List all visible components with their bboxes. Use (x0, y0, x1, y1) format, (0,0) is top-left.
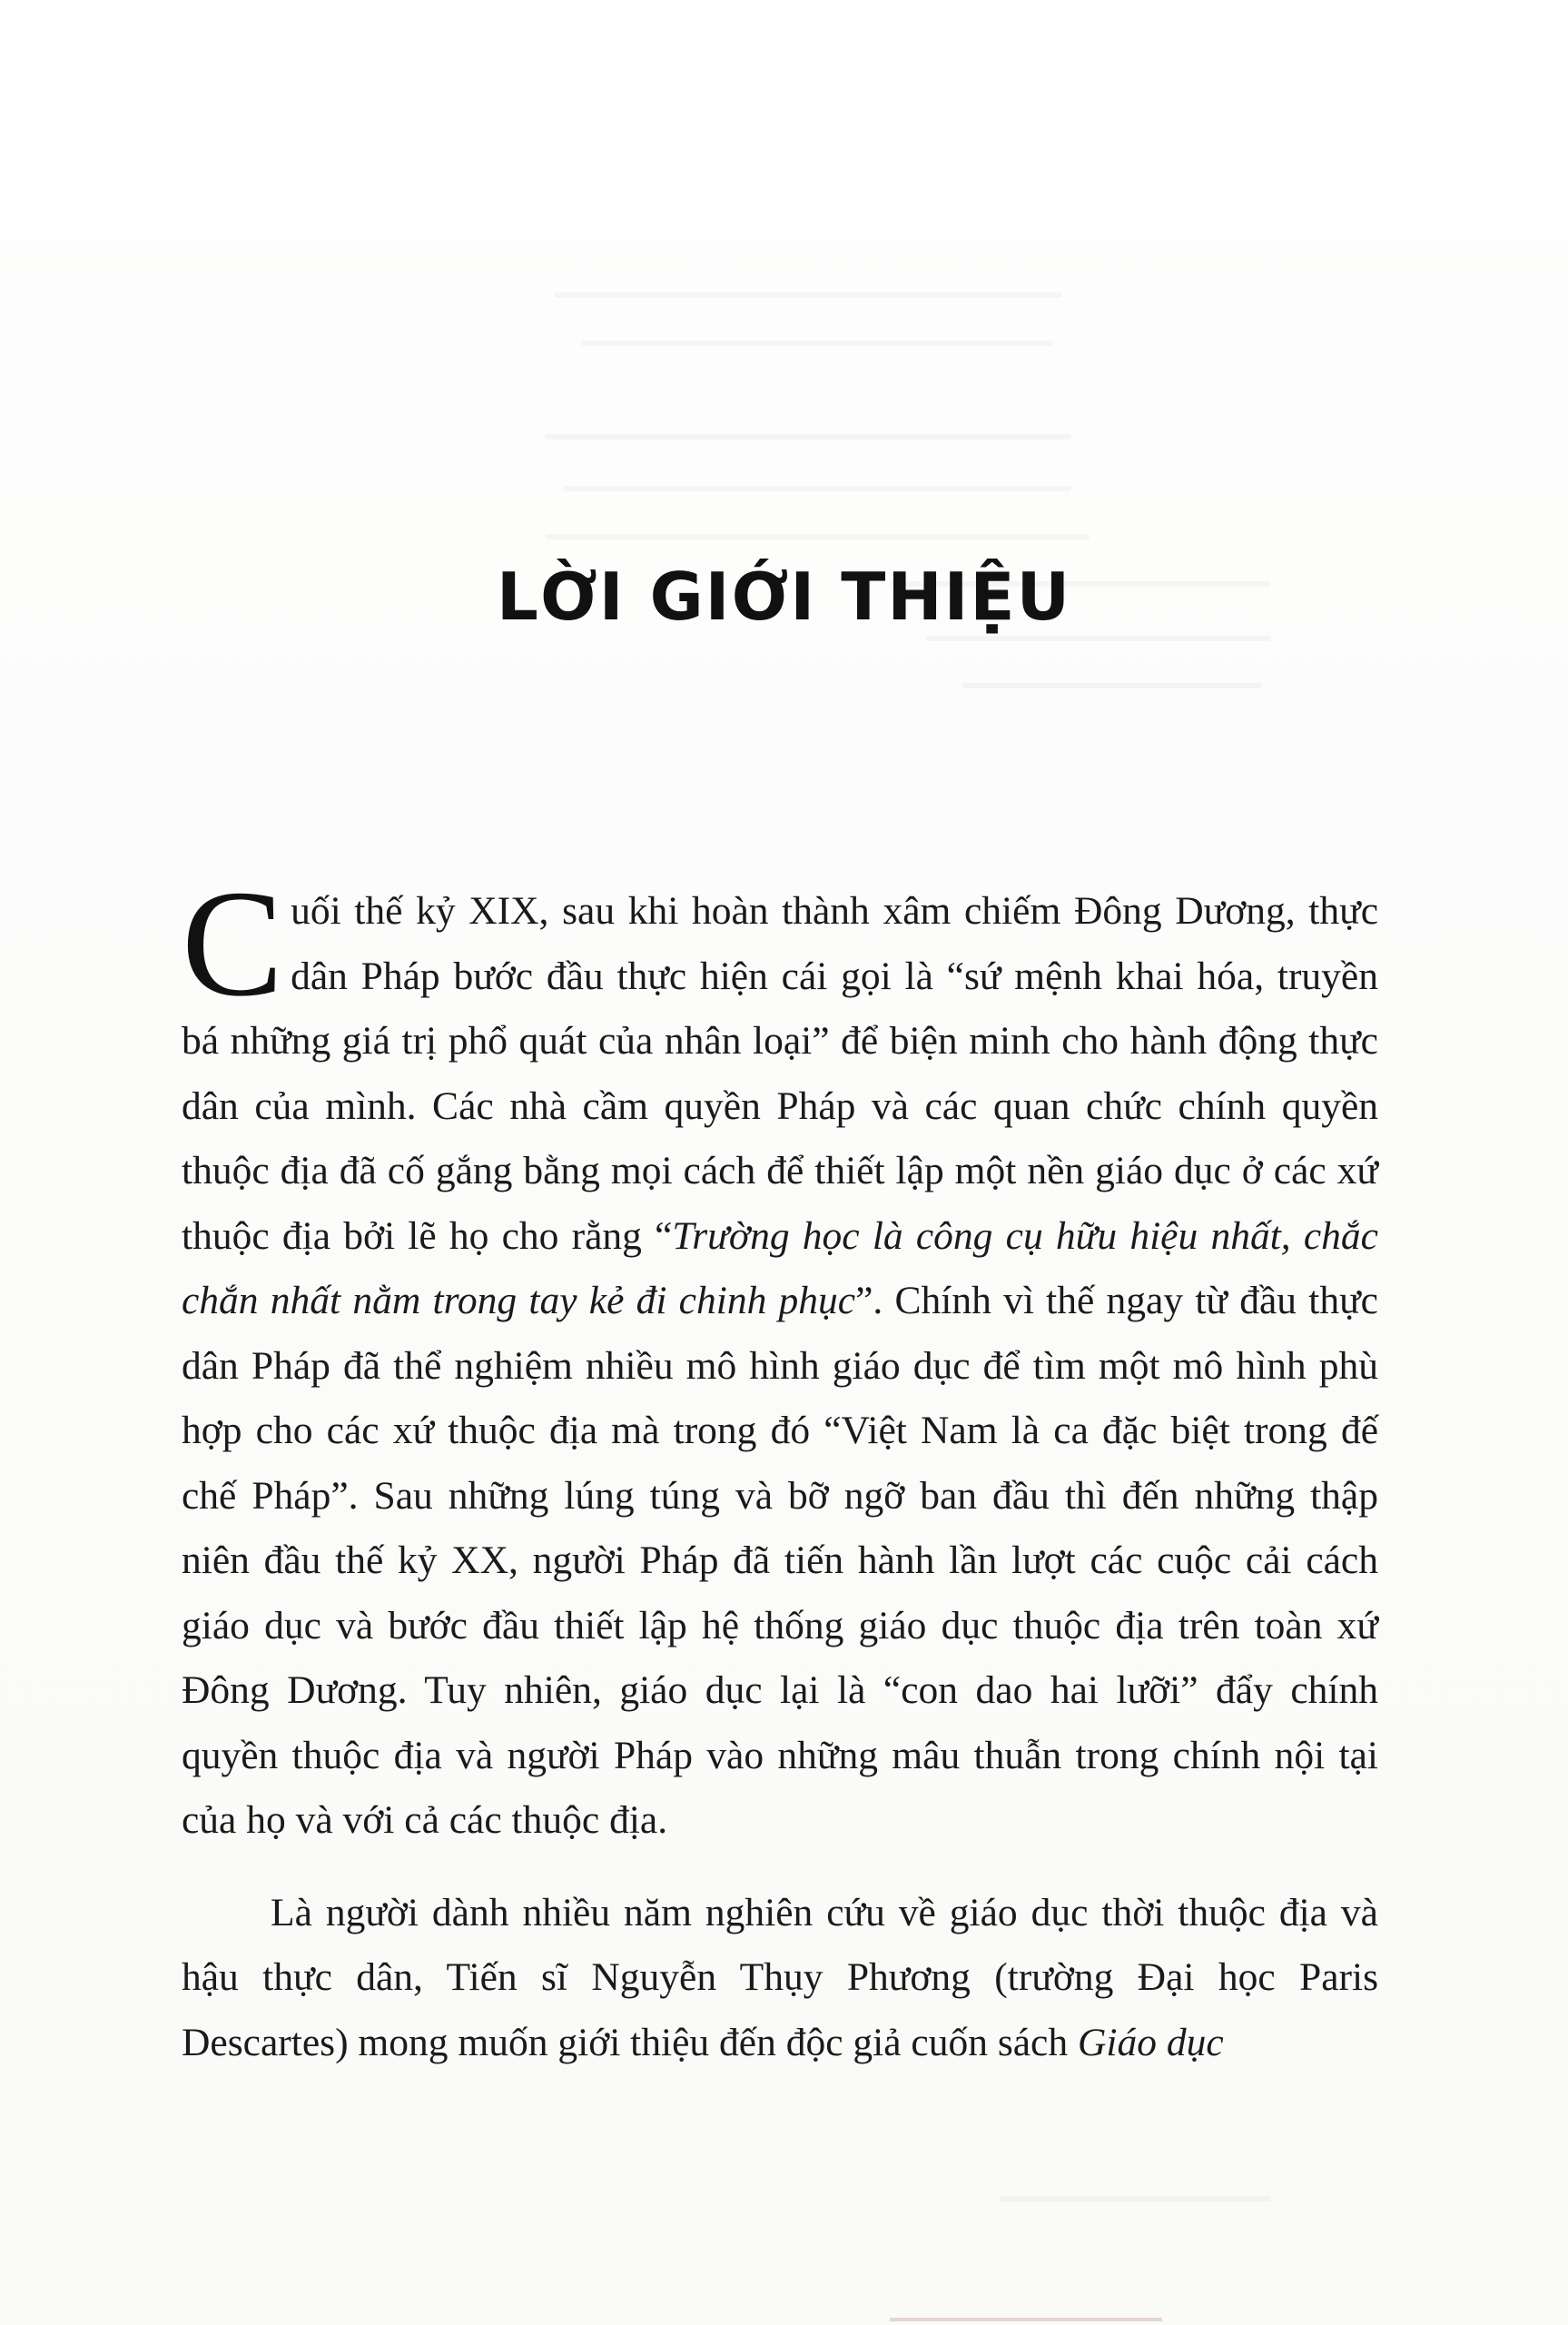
paragraph-1 (182, 859, 1378, 1854)
bleed-through-line (999, 2196, 1271, 2201)
paragraph-1-text-b: ”. Chính vì thế ngay từ đầu thực dân Pháp đã thể nghiệm nhiều mô hình giáo dục để tìm một mô hình phù hợp cho các xứ thuộc địa mà trong đó “Việt Nam là ca đặc biệt trong đế chế Pháp”. Sau những lúng túng và bỡ ngỡ ban đầu thì đến những thập niên đầu thế kỷ XX, người Pháp đã tiến hành lần lượt các cuộc cải cách giáo dục và bước đầu thiết lập hệ thống giáo dục thuộc địa trên toàn xứ Đông Dương. Tuy nhiên, giáo dục lại là “con dao hai lưỡi” đẩy chính quyền thuộc địa và người Pháp vào những mâu thuẫn trong chính nội tại của họ và với cả các thuộc địa. (182, 1279, 1378, 1842)
drop-cap: C (182, 859, 284, 1028)
paragraph-2 (182, 1881, 1378, 2076)
bleed-through-line (545, 534, 1090, 539)
page-edge-mark (890, 2318, 1162, 2321)
bleed-through-line (962, 683, 1262, 688)
paragraph-2-italic-title: Giáo dục (1078, 2020, 1224, 2064)
paragraph-2-text-a: Là người dành nhiều năm nghiên cứu về giáo dục thời thuộc địa và hậu thực dân, Tiến sĩ Nguyễn Thụy Phương (trường Đại học Paris Descartes) mong muốn giới thiệu đến độc giả cuốn sách (182, 1890, 1378, 2064)
chapter-title: LỜI GIỚI THIỆU (496, 559, 1072, 635)
bleed-through-line (581, 341, 1053, 346)
body-text (182, 859, 1378, 2075)
bleed-through-line (926, 636, 1271, 641)
bleed-through-line (545, 434, 1071, 440)
bleed-through-line (554, 292, 1062, 298)
bleed-through-line (563, 486, 1071, 491)
paragraph-1-italic-quote: Trường học là công cụ hữu hiệu nhất, chắc chắn nhất nằm trong tay kẻ đi chinh phục (182, 1213, 1378, 1322)
paragraph-1-text-a: uối thế kỷ XIX, sau khi hoàn thành xâm chiếm Đông Dương, thực dân Pháp bước đầu thực hiện cái gọi là “sứ mệnh khai hóa, truyền bá những giá trị phổ quát của nhân loại” để biện minh cho hành động thực dân của mình. Các nhà cầm quyền Pháp và các quan chức chính quyền thuộc địa đã cố gắng bằng mọi cách để thiết lập một nền giáo dục ở các xứ thuộc địa bởi lẽ họ cho rằng “ (182, 889, 1378, 1258)
